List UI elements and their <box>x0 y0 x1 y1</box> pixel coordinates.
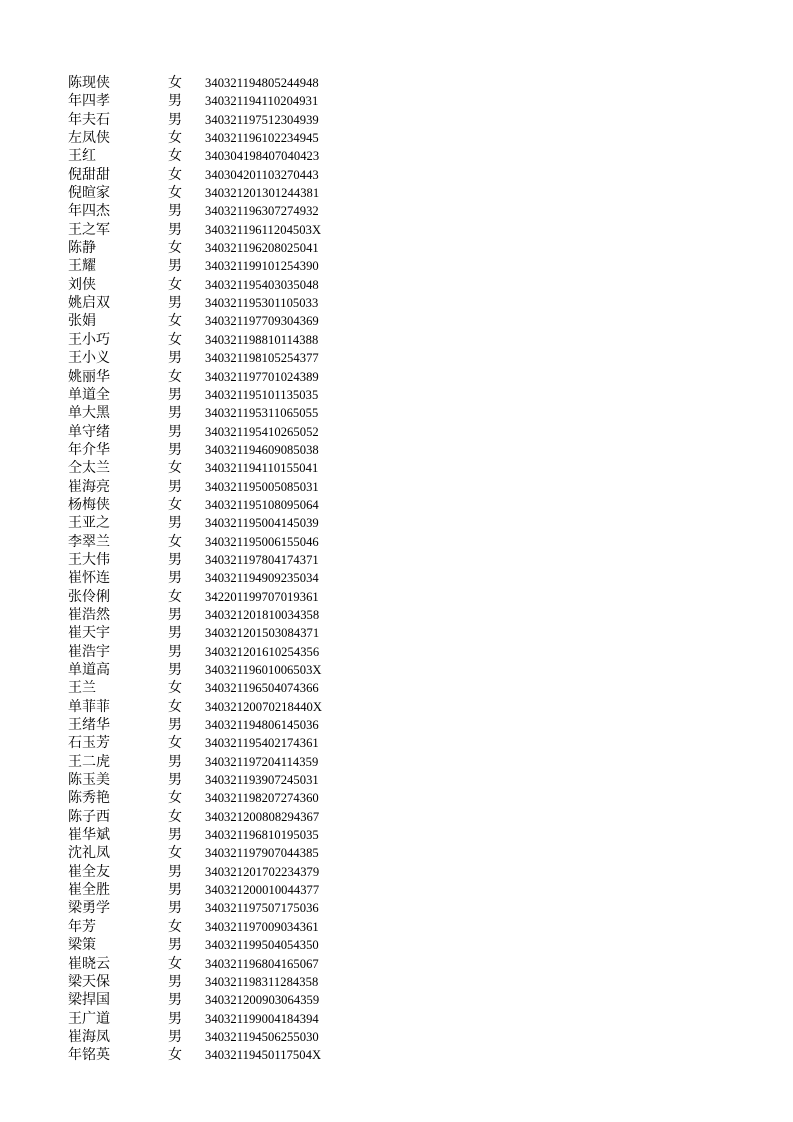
gender-cell: 女 <box>168 460 182 477</box>
id-number-cell: 340321195005085031 <box>205 479 319 494</box>
id-number-cell: 342201199707019361 <box>205 589 319 604</box>
name-cell: 王广道 <box>68 1010 110 1027</box>
gender-cell: 男 <box>168 753 182 770</box>
table-row <box>0 899 793 917</box>
name-cell: 刘侠 <box>68 276 96 293</box>
id-number-cell: 340321195301105033 <box>205 296 319 311</box>
id-number-cell: 340321201503084371 <box>205 626 320 641</box>
name-cell: 姚丽华 <box>68 368 110 385</box>
table-row <box>0 955 793 973</box>
name-cell: 王绪华 <box>68 717 110 734</box>
gender-cell: 女 <box>168 368 182 385</box>
name-cell: 石玉芳 <box>68 735 110 752</box>
table-row <box>0 991 793 1009</box>
gender-cell: 男 <box>168 1010 182 1027</box>
id-number-cell: 340321197204114359 <box>205 754 319 769</box>
id-number-cell: 340304201103270443 <box>205 167 319 182</box>
gender-cell: 男 <box>168 772 182 789</box>
id-number-cell: 340321196208025041 <box>205 241 319 256</box>
id-number-cell: 340321201810034358 <box>205 607 320 622</box>
id-number-cell: 340321195402174361 <box>205 736 319 751</box>
name-cell: 陈子西 <box>68 808 110 825</box>
gender-cell: 男 <box>168 258 182 275</box>
gender-cell: 男 <box>168 625 182 642</box>
table-row <box>0 184 793 202</box>
gender-cell: 女 <box>168 735 182 752</box>
name-cell: 张娟 <box>68 313 96 330</box>
name-cell: 张伶俐 <box>68 588 110 605</box>
id-number-cell: 340321196307274932 <box>205 204 319 219</box>
table-row <box>0 698 793 716</box>
table-row <box>0 441 793 459</box>
name-cell: 崔浩然 <box>68 606 110 623</box>
name-cell: 王小巧 <box>68 331 110 348</box>
id-number-cell: 340321195410265052 <box>205 424 319 439</box>
name-cell: 王小义 <box>68 350 110 367</box>
gender-cell: 女 <box>168 185 182 202</box>
gender-cell: 男 <box>168 900 182 917</box>
gender-cell: 女 <box>168 496 182 513</box>
gender-cell: 男 <box>168 662 182 678</box>
table-row <box>0 1010 793 1028</box>
id-number-cell: 340304198407040423 <box>205 149 320 164</box>
table-row <box>0 716 793 734</box>
gender-cell: 男 <box>168 386 182 403</box>
id-number-cell: 340321196504074366 <box>205 681 319 696</box>
table-row <box>0 294 793 312</box>
name-cell: 年四孝 <box>68 93 110 110</box>
id-number-cell: 340321197804174371 <box>205 552 319 567</box>
id-number-cell: 340321201301244381 <box>205 186 320 201</box>
table-row <box>0 734 793 752</box>
table-row <box>0 863 793 881</box>
table-row <box>0 936 793 954</box>
table-row <box>0 423 793 441</box>
name-cell: 崔全胜 <box>68 882 110 899</box>
gender-cell: 女 <box>168 331 182 348</box>
id-number-cell: 340321197507175036 <box>205 901 319 916</box>
id-number-cell: 340321195006155046 <box>205 534 319 549</box>
gender-cell: 女 <box>168 808 182 825</box>
gender-cell: 女 <box>168 130 182 147</box>
name-cell: 梁天保 <box>68 973 110 990</box>
name-cell: 王之军 <box>68 221 110 238</box>
gender-cell: 男 <box>168 111 182 128</box>
name-cell: 单道全 <box>68 386 110 403</box>
table-row <box>0 789 793 807</box>
id-number-cell: 340321197009034361 <box>205 919 319 934</box>
table-row <box>0 753 793 771</box>
gender-cell: 男 <box>168 827 182 844</box>
name-cell: 王亚之 <box>68 515 110 532</box>
gender-cell: 女 <box>168 955 182 972</box>
gender-cell: 男 <box>168 570 182 587</box>
table-row <box>0 239 793 257</box>
id-number-cell: 34032119450117504X <box>205 1048 322 1063</box>
name-cell: 梁捍国 <box>68 992 110 1009</box>
name-cell: 王兰 <box>68 680 96 697</box>
id-number-cell: 340321194110204931 <box>205 94 319 109</box>
name-cell: 崔全友 <box>68 863 110 880</box>
gender-cell: 男 <box>168 882 182 899</box>
gender-cell: 女 <box>168 166 182 183</box>
table-row <box>0 404 793 422</box>
gender-cell: 男 <box>168 405 182 422</box>
name-cell: 年夫石 <box>68 111 110 128</box>
id-number-cell: 340321201702234379 <box>205 864 320 879</box>
table-row <box>0 496 793 514</box>
gender-cell: 女 <box>168 75 182 91</box>
name-cell: 王红 <box>68 148 96 165</box>
table-row <box>0 679 793 697</box>
id-number-cell: 340321198105254377 <box>205 351 319 366</box>
name-cell: 仝太兰 <box>68 460 110 477</box>
id-number-cell: 340321197512304939 <box>205 112 319 127</box>
id-number-cell: 340321197907044385 <box>205 846 319 861</box>
name-cell: 梁策 <box>68 937 96 954</box>
table-row <box>0 276 793 294</box>
name-cell: 陈秀艳 <box>68 790 110 807</box>
table-row <box>0 129 793 147</box>
name-cell: 倪暄家 <box>68 185 110 202</box>
gender-cell: 男 <box>168 515 182 532</box>
name-cell: 王耀 <box>68 258 96 275</box>
table-row <box>0 478 793 496</box>
gender-cell: 女 <box>168 698 182 715</box>
id-number-cell: 340321195311065055 <box>205 406 319 421</box>
id-number-cell: 340321200010044377 <box>205 883 320 898</box>
table-row <box>0 826 793 844</box>
table-row <box>0 606 793 624</box>
id-number-cell: 340321196804165067 <box>205 956 319 971</box>
id-number-cell: 340321195403035048 <box>205 277 319 292</box>
gender-cell: 男 <box>168 93 182 110</box>
name-cell: 姚启双 <box>68 295 110 312</box>
name-cell: 崔怀连 <box>68 570 110 587</box>
name-cell: 单大黑 <box>68 405 110 422</box>
name-cell: 陈玉美 <box>68 772 110 789</box>
id-number-cell: 34032119601006503X <box>205 663 322 677</box>
id-number-cell: 340321196102234945 <box>205 131 319 146</box>
id-number-cell: 340321194609085038 <box>205 442 319 457</box>
name-cell: 崔海凤 <box>68 1028 110 1045</box>
table-row <box>0 459 793 477</box>
gender-cell: 女 <box>168 533 182 550</box>
name-cell: 单道高 <box>68 662 110 678</box>
name-cell: 左凤侠 <box>68 130 110 147</box>
table-row <box>0 166 793 184</box>
table-row <box>0 588 793 606</box>
name-cell: 崔浩宇 <box>68 643 110 660</box>
table-row <box>0 147 793 165</box>
gender-cell: 女 <box>168 1047 182 1064</box>
name-cell: 王二虎 <box>68 753 110 770</box>
id-number-cell: 340321198311284358 <box>205 974 319 989</box>
table-row <box>0 74 793 92</box>
gender-cell: 男 <box>168 551 182 568</box>
gender-cell: 男 <box>168 441 182 458</box>
id-number-cell: 340321200903064359 <box>205 993 320 1008</box>
table-row <box>0 661 793 679</box>
name-cell: 单守绪 <box>68 423 110 440</box>
gender-cell: 男 <box>168 295 182 312</box>
gender-cell: 男 <box>168 937 182 954</box>
table-row <box>0 569 793 587</box>
table-row <box>0 973 793 991</box>
gender-cell: 男 <box>168 717 182 734</box>
gender-cell: 男 <box>168 863 182 880</box>
gender-cell: 男 <box>168 423 182 440</box>
gender-cell: 女 <box>168 276 182 293</box>
id-number-cell: 340321194806145036 <box>205 718 319 733</box>
id-number-cell: 340321199004184394 <box>205 1011 319 1026</box>
id-number-cell: 340321199101254390 <box>205 259 319 274</box>
name-cell: 崔华斌 <box>68 827 110 844</box>
id-number-cell: 34032120070218440X <box>205 699 323 714</box>
id-number-cell: 340321193907245031 <box>205 773 319 788</box>
id-number-cell: 340321194506255030 <box>205 1029 319 1044</box>
table-row <box>0 312 793 330</box>
gender-cell: 男 <box>168 992 182 1009</box>
table-row <box>0 918 793 936</box>
table-row <box>0 331 793 349</box>
table-row <box>0 551 793 569</box>
name-cell: 崔海亮 <box>68 478 110 495</box>
id-number-cell: 340321197709304369 <box>205 314 319 329</box>
name-cell: 崔晓云 <box>68 955 110 972</box>
id-number-cell: 340321196810195035 <box>205 828 319 843</box>
name-cell: 倪甜甜 <box>68 166 110 183</box>
table-row <box>0 386 793 404</box>
name-cell: 杨梅侠 <box>68 496 110 513</box>
table-row <box>0 533 793 551</box>
id-number-cell: 340321198207274360 <box>205 791 319 806</box>
gender-cell: 男 <box>168 221 182 238</box>
name-cell: 王大伟 <box>68 551 110 568</box>
id-number-cell: 34032119611204503X <box>205 222 322 237</box>
name-cell: 陈静 <box>68 240 96 257</box>
gender-cell: 男 <box>168 973 182 990</box>
gender-cell: 女 <box>168 845 182 862</box>
table-row <box>0 202 793 220</box>
id-number-cell: 340321201610254356 <box>205 644 320 659</box>
id-number-cell: 340321200808294367 <box>205 809 320 824</box>
table-row <box>0 844 793 862</box>
name-cell: 年芳 <box>68 918 96 935</box>
table-row <box>0 881 793 899</box>
table-row <box>0 808 793 826</box>
table-row <box>0 92 793 110</box>
id-number-cell: 340321194909235034 <box>205 571 319 586</box>
name-cell: 崔天宇 <box>68 625 110 642</box>
table-row <box>0 1028 793 1046</box>
id-number-cell: 340321194805244948 <box>205 76 319 90</box>
table-row <box>0 643 793 661</box>
table-row <box>0 624 793 642</box>
table-row <box>0 111 793 129</box>
name-cell: 陈现侠 <box>68 75 110 91</box>
table-row <box>0 349 793 367</box>
table-row <box>0 221 793 239</box>
id-number-cell: 340321197701024389 <box>205 369 319 384</box>
table-row <box>0 1046 793 1064</box>
name-cell: 李翠兰 <box>68 533 110 550</box>
id-number-cell: 340321199504054350 <box>205 938 319 953</box>
gender-cell: 女 <box>168 588 182 605</box>
gender-cell: 女 <box>168 240 182 257</box>
gender-cell: 男 <box>168 203 182 220</box>
id-number-cell: 340321198810114388 <box>205 332 319 347</box>
id-number-cell: 340321195101135035 <box>205 387 319 402</box>
name-cell: 年介华 <box>68 441 110 458</box>
table-row <box>0 368 793 386</box>
gender-cell: 女 <box>168 918 182 935</box>
name-cell: 沈礼凤 <box>68 845 110 862</box>
gender-cell: 男 <box>168 643 182 660</box>
gender-cell: 女 <box>168 148 182 165</box>
gender-cell: 男 <box>168 1028 182 1045</box>
name-cell: 单菲菲 <box>68 698 110 715</box>
id-number-cell: 340321194110155041 <box>205 461 319 476</box>
roster-table <box>0 74 793 1065</box>
name-cell: 梁勇学 <box>68 900 110 917</box>
gender-cell: 女 <box>168 313 182 330</box>
id-number-cell: 340321195108095064 <box>205 497 319 512</box>
gender-cell: 男 <box>168 350 182 367</box>
table-row <box>0 514 793 532</box>
gender-cell: 女 <box>168 790 182 807</box>
name-cell: 年四杰 <box>68 203 110 220</box>
name-cell: 年铭英 <box>68 1047 110 1064</box>
id-number-cell: 340321195004145039 <box>205 516 319 531</box>
gender-cell: 男 <box>168 478 182 495</box>
gender-cell: 男 <box>168 606 182 623</box>
table-row <box>0 771 793 789</box>
table-row <box>0 257 793 275</box>
gender-cell: 女 <box>168 680 182 697</box>
